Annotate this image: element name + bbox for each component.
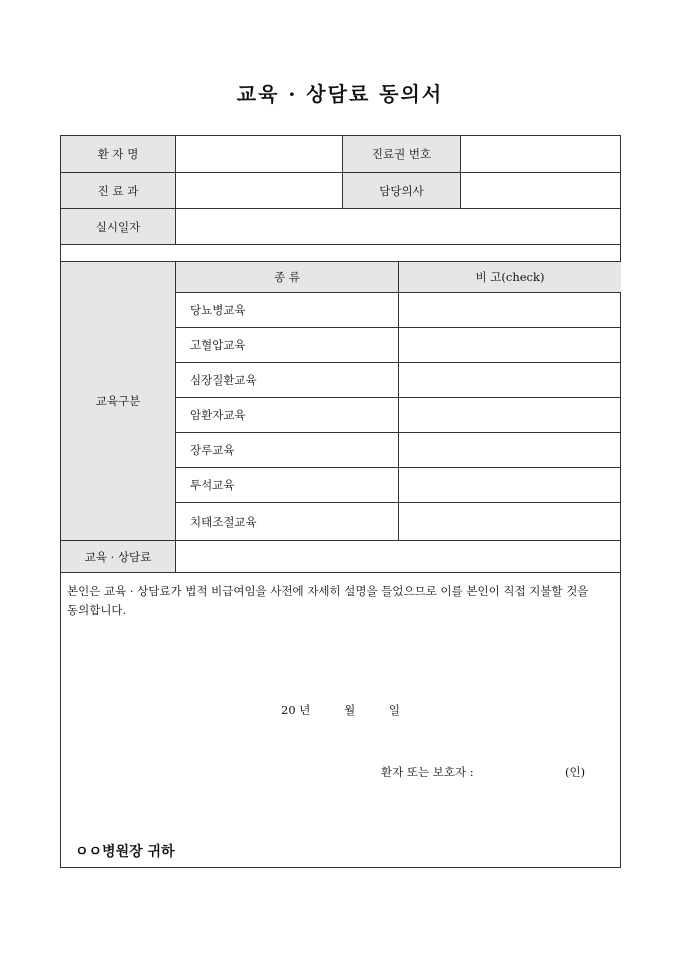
- date-day: 일: [388, 703, 400, 717]
- signature-date: [281, 702, 430, 718]
- doctor-field[interactable]: [461, 173, 621, 208]
- date-year: 20 년: [281, 703, 311, 717]
- education-check-cell[interactable]: [399, 328, 621, 362]
- card-number-label: 진료권 번호: [343, 136, 460, 172]
- page-title: 교육 · 상담료 동의서: [236, 82, 444, 106]
- education-check-cell[interactable]: [399, 503, 621, 540]
- education-section-label: 교육구분: [61, 262, 175, 540]
- education-item: 치태조절교육: [190, 514, 257, 529]
- doctor-label: 담당의사: [343, 173, 460, 208]
- type-column-header: 종 류: [176, 262, 398, 292]
- education-check-cell[interactable]: [399, 398, 621, 432]
- consent-form: [60, 135, 621, 868]
- patient-name-label: 환 자 명: [61, 136, 175, 172]
- education-item: 심장질환교육: [190, 373, 257, 387]
- fee-field[interactable]: [176, 541, 621, 572]
- date-month: 월: [344, 703, 356, 717]
- education-check-cell[interactable]: [399, 363, 621, 397]
- education-item: 투석교육: [190, 478, 235, 492]
- signer-label: 환자 또는 보호자 :: [381, 765, 474, 779]
- department-field[interactable]: [176, 173, 342, 208]
- addressee: ㅇㅇ병원장 귀하: [75, 844, 175, 860]
- card-number-field[interactable]: [461, 136, 621, 172]
- seal-mark: (인): [565, 765, 586, 779]
- patient-name-field[interactable]: [176, 136, 342, 172]
- education-item: 암환자교육: [190, 408, 246, 422]
- education-check-cell[interactable]: [399, 293, 621, 327]
- exec-date-field[interactable]: [176, 209, 621, 244]
- education-item: 당뇨병교육: [190, 303, 246, 317]
- exec-date-label: 실시일자: [61, 209, 175, 244]
- note-column-header: 비 고(check): [399, 262, 621, 292]
- education-check-cell[interactable]: [399, 433, 621, 467]
- education-item: 고혈압교육: [190, 338, 246, 352]
- consent-statement: 본인은 교육 · 상담료가 법적 비급여임을 사전에 자세히 설명을 들었으므로 이를 본인이 직접 지불할 것을 동의합니다.: [67, 584, 589, 617]
- education-check-cell[interactable]: [399, 468, 621, 502]
- education-item: 장루교육: [190, 443, 235, 457]
- fee-label: 교육 · 상담료: [61, 541, 175, 572]
- department-label: 진 료 과: [61, 173, 175, 208]
